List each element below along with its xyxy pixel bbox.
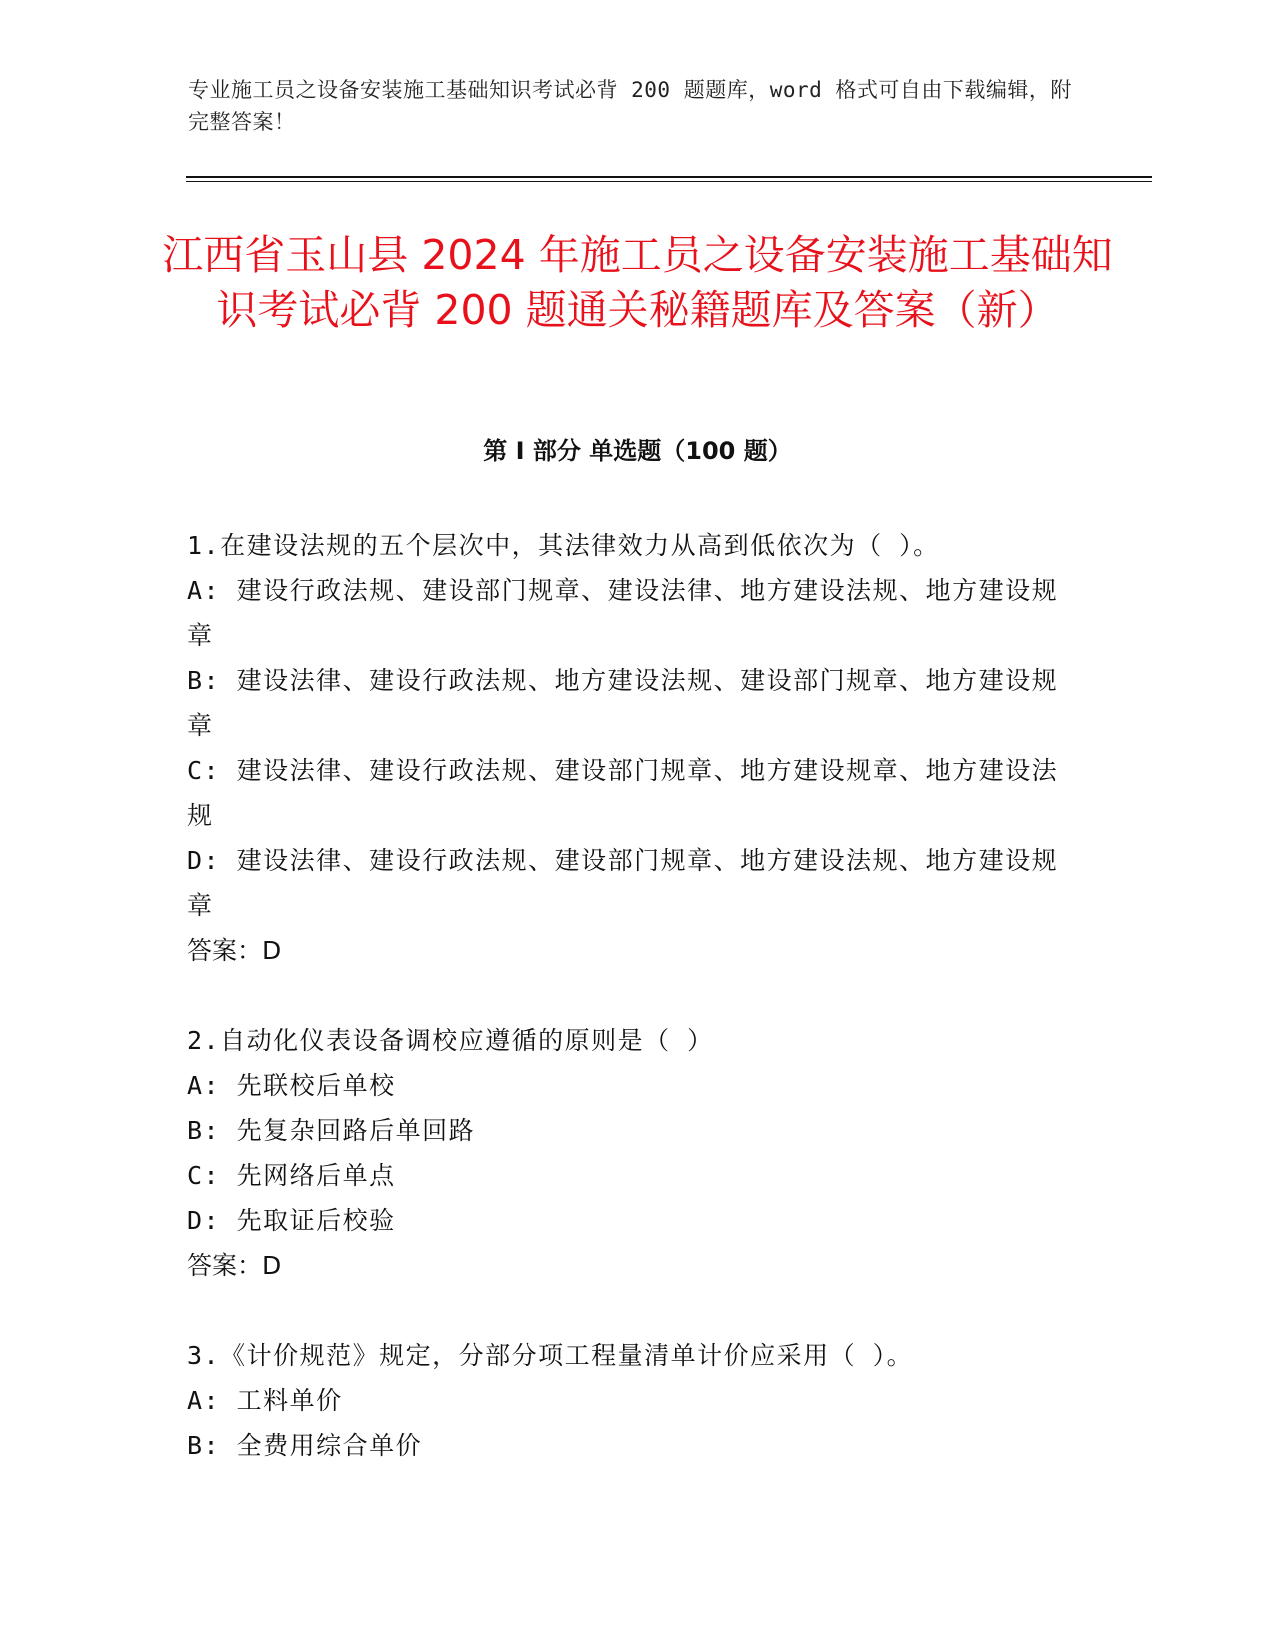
question-text: 3.《计价规范》规定，分部分项工程量清单计价应采用（ ）。: [187, 1341, 914, 1370]
question-1: [187, 523, 1077, 973]
answer: 答案：D: [187, 1251, 282, 1280]
option-a: A: 工料单价: [187, 1386, 343, 1415]
option-d: D: 建设法律、建设行政法规、建设部门规章、地方建设法规、地方建设规章: [187, 846, 1059, 920]
answer: 答案：D: [187, 936, 282, 965]
document-title: 江西省玉山县 2024 年施工员之设备安装施工基础知识考试必背 200 题通关秘籍题库及答案（新）: [162, 231, 1113, 334]
option-c: C: 建设法律、建设行政法规、建设部门规章、地方建设规章、地方建设法规: [187, 756, 1059, 830]
option-a: A: 先联校后单校: [187, 1071, 396, 1100]
section-heading: 第 I 部分 单选题（100 题）: [483, 437, 792, 465]
question-list: [187, 523, 1077, 1513]
document-header-note: 专业施工员之设备安装施工基础知识考试必背 200 题题库，word 格式可自由下载编辑，附完整答案！: [188, 78, 1072, 134]
option-b: B: 建设法律、建设行政法规、地方建设法规、建设部门规章、地方建设规章: [187, 666, 1059, 740]
option-c: C: 先网络后单点: [187, 1161, 396, 1190]
option-b: B: 全费用综合单价: [187, 1431, 423, 1460]
question-3: [187, 1333, 1077, 1468]
header-divider-thick: [186, 176, 1152, 178]
question-text: 1.在建设法规的五个层次中，其法律效力从高到低依次为（ ）。: [187, 531, 940, 560]
question-2: [187, 1018, 1077, 1288]
header-divider-thin: [186, 181, 1152, 182]
option-a: A: 建设行政法规、建设部门规章、建设法律、地方建设法规、地方建设规章: [187, 576, 1059, 650]
option-d: D: 先取证后校验: [187, 1206, 396, 1235]
option-b: B: 先复杂回路后单回路: [187, 1116, 476, 1145]
question-text: 2.自动化仪表设备调校应遵循的原则是（ ）: [187, 1026, 714, 1055]
